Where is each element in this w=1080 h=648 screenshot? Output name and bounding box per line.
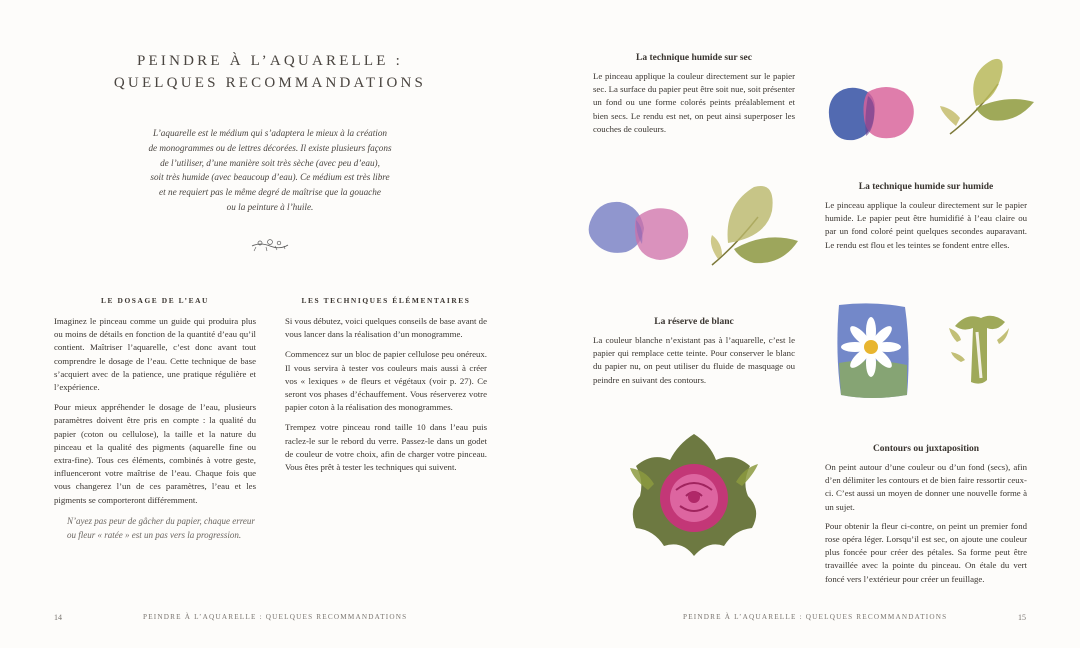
intro-line: ou la peinture à l’huile. <box>226 201 314 212</box>
techniques-column <box>285 296 487 481</box>
running-footer-left: PEINDRE À L’AQUARELLE : QUELQUES RECOMMANDATIONS <box>143 613 408 621</box>
reserve-heading: La réserve de blanc <box>654 317 734 327</box>
humide-sec-block <box>593 53 795 136</box>
reserve-block <box>593 317 795 387</box>
title-line-2: QUELQUES RECOMMANDATIONS <box>113 75 427 91</box>
intro-line: soit très humide (avec beaucoup d’eau). Ce médium est très libre <box>150 172 390 183</box>
dosage-paragraph-2: Pour mieux appréhender le dosage de l’eau, plusieurs paramètres doivent être pris en compte : la qualité du papier (coton ou cellulose), la taille et la nature du pinceau et la qualité des pigments (aquarelle fine ou extra-fine). Tous ces éléments, combinés à votre geste, influenceront votre maîtrise de l’eau. Chaque fois que vous changerez l’un de ces paramètres, l’eau et les pigments se comporteront différemment. <box>54 402 256 505</box>
daisy-reserve-icon <box>835 303 911 399</box>
techniques-paragraph-2: Commencez sur un bloc de papier cellulose peu onéreux. Il vous servira à tester vos couleurs mais aussi à créer vos « lexiques » de fleurs et végétaux (voir p. 27). Ce seront vos phases d’échauffement. Vous réserverez votre papier coton à la réalisation des monogrammes. <box>285 349 487 413</box>
watercolor-rose-icon <box>624 430 764 560</box>
intro-line: de l’utiliser, d’une manière soit très sèche (avec peu d’eau), <box>160 157 380 168</box>
contours-block <box>825 444 1027 592</box>
monogram-foliage-letter-icon <box>947 312 1011 388</box>
dosage-paragraph-1: Imaginez le pinceau comme un guide qui produira plus ou moins de détails en fonction de la quantité d’eau qu’il contient. Maîtriser l’aquarelle, c’est donc avant tout comprendre le dosage de l’eau. Cette technique de base s’acquiert avec de la patience, une pratique régulière et l’expérience. <box>54 316 256 393</box>
intro-paragraph <box>130 126 410 215</box>
humide-sec-heading: La technique humide sur sec <box>636 53 752 63</box>
techniques-paragraph-3: Trempez votre pinceau rond taille 10 dans l’eau puis raclez-le sur le rebord du verre. Passez-le dans un godet de couleur de votre choix, afin de charger votre pinceau. Vous êtes prêt à tester les techniques qui suivent. <box>285 422 487 473</box>
page-number-left: 14 <box>54 613 62 622</box>
dosage-quote: N’ayez pas peur de gâcher du papier, chaque erreur ou fleur « ratée » est un pas vers la progression. <box>67 515 255 540</box>
dosage-column <box>54 296 256 542</box>
intro-line: de monogrammes ou de lettres décorées. Il existe plusieurs façons <box>148 142 392 153</box>
watercolor-wet-swatch-icon <box>586 194 694 266</box>
intro-line: et ne requiert pas le même degré de maîtrise que la gouache <box>159 187 381 198</box>
running-footer-right: PEINDRE À L’AQUARELLE : QUELQUES RECOMMANDATIONS <box>683 613 948 621</box>
intro-line: L’aquarelle est le médium qui s’adaptera le mieux à la création <box>152 128 388 138</box>
contours-paragraph-1: On peint autour d’une couleur ou d’un fond (secs), afin d’en délimiter les contours et de bien faire ressortir ceux-ci. C’est aussi un moyen de donner une nouvelle forme à un sujet. <box>825 462 1027 512</box>
humide-humide-body: Le pinceau applique la couleur directement sur le papier humide. Le papier peut être humidifié à l’eau claire ou par un fond coloré peint quelques secondes auparavant. Le rendu est flou et les teintes se fondent entre elles. <box>825 200 1027 250</box>
humide-humide-block <box>825 182 1027 252</box>
page-number-right: 15 <box>1018 613 1026 622</box>
contours-body <box>825 461 1027 586</box>
techniques-heading: LES TECHNIQUES ÉLÉMENTAIRES <box>301 296 471 305</box>
reserve-body: La couleur blanche n’existant pas à l’aquarelle, c’est le papier qui remplace cette teinte. Pour conserver le blanc du papier nu, on peut utiliser du fluide de masquage ou peindre en suivant des contours. <box>593 335 795 385</box>
page-title <box>100 50 440 94</box>
watercolor-wet-leaves-icon <box>706 183 802 267</box>
humide-sec-body: Le pinceau applique la couleur directement sur le papier sec. La surface du papier peut être soit nue, soit présenter un fond ou une forme colorés peints préalablement et bien secs. Le rendu est net, on peut ainsi superposer les couches de couleurs. <box>593 71 795 134</box>
contours-heading: Contours ou juxtaposition <box>872 444 980 454</box>
techniques-paragraph-1: Si vous débutez, voici quelques conseils de base avant de vous lancer dans la réalisation d’un monogramme. <box>285 316 487 340</box>
watercolor-leaves-icon <box>936 54 1040 138</box>
contours-paragraph-2: Pour obtenir la fleur ci-contre, on peint un premier fond rose opéra léger. Lorsqu’il est sec, on ajoute une couleur plus foncée pour créer des pétales. Sa forme peut être travaillée avec la pointe du pinceau. On étale du vert foncé vers l’extérieur pour créer un feuillage. <box>825 520 1027 584</box>
watercolor-blue-pink-swatch-icon <box>826 82 921 146</box>
title-line-1: PEINDRE À L’AQUARELLE : <box>137 53 403 69</box>
humide-humide-heading: La technique humide sur humide <box>858 182 994 192</box>
dosage-heading: LE DOSAGE DE L’EAU <box>101 296 209 305</box>
floral-ornament-icon <box>250 234 290 254</box>
